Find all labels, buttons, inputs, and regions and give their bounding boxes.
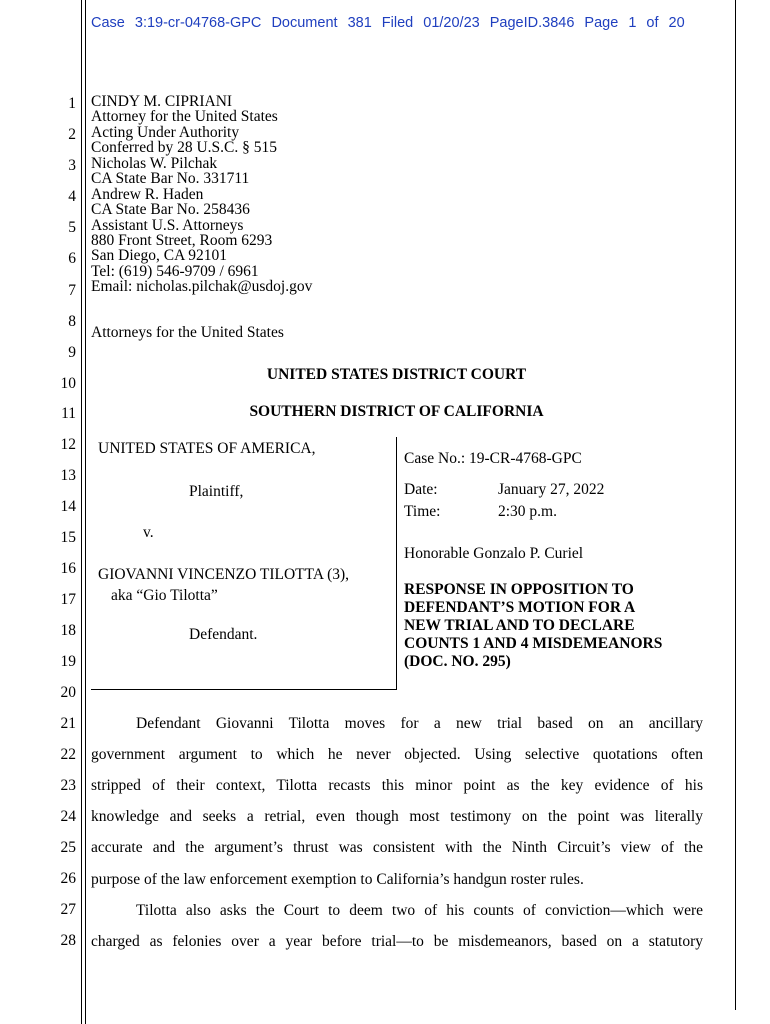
document-title <box>404 581 662 671</box>
line-number: 28 <box>60 932 76 949</box>
header-pageid: PageID.3846 <box>489 15 575 31</box>
line-number: 14 <box>60 498 76 515</box>
hearing-date-label: Date: <box>404 481 438 498</box>
defendant-name: GIOVANNI VINCENZO TILOTTA (3), <box>98 566 350 583</box>
document-title-line: COUNTS 1 AND 4 MISDEMEANORS <box>404 635 663 652</box>
court-district: SOUTHERN DISTRICT OF CALIFORNIA <box>249 403 544 420</box>
line-number: 17 <box>60 591 76 608</box>
attorneys-for-line: Attorneys for the United States <box>91 324 284 341</box>
attorney-line: Nicholas W. Pilchak <box>91 154 218 172</box>
attorney-line: CINDY M. CIPRIANI <box>91 93 233 110</box>
judge-name: Honorable Gonzalo P. Curiel <box>404 545 584 562</box>
header-document-number: Document 381 <box>271 15 372 31</box>
body-line: purpose of the law enforcement exemption to California’s handgun roster rules. <box>91 871 584 888</box>
attorney-line: Assistant U.S. Attorneys <box>91 216 244 234</box>
line-number: 1 <box>68 95 76 112</box>
line-number: 25 <box>60 839 76 856</box>
attorney-line: CA State Bar No. 331711 <box>91 170 250 188</box>
line-number: 27 <box>60 901 76 918</box>
body-line: knowledge and seeks a retrial, even though most testimony on the point was literally <box>91 808 703 825</box>
plaintiff-name: UNITED STATES OF AMERICA, <box>98 440 316 457</box>
hearing-time-value: 2:30 p.m. <box>498 503 557 520</box>
left-margin-rule-inner <box>85 0 86 1024</box>
line-number: 5 <box>68 219 76 236</box>
attorney-line: CA State Bar No. 258436 <box>91 201 250 219</box>
line-number: 13 <box>60 467 76 484</box>
case-number: Case No.: 19-CR-4768-GPC <box>404 450 582 467</box>
hearing-time-label: Time: <box>404 503 441 520</box>
line-number: 26 <box>60 870 76 887</box>
body-line: Tilotta also asks the Court to deem two of his counts of conviction—which were <box>136 902 703 919</box>
line-number: 18 <box>60 622 76 639</box>
attorney-line: San Diego, CA 92101 <box>91 247 228 265</box>
line-number: 19 <box>60 653 76 670</box>
document-title-line: NEW TRIAL AND TO DECLARE <box>404 617 635 634</box>
line-number: 15 <box>60 529 76 546</box>
attorney-line: Acting Under Authority <box>91 123 240 141</box>
line-number: 2 <box>68 126 76 143</box>
line-number: 23 <box>60 777 76 794</box>
body-line: government argument to which he never objected. Using selective quotations often <box>91 746 703 763</box>
caption-divider-vertical <box>396 437 397 690</box>
right-margin-rule <box>735 0 736 1010</box>
document-title-line: DEFENDANT’S MOTION FOR A <box>404 599 636 616</box>
line-number: 16 <box>60 560 76 577</box>
header-case-number: Case 3:19-cr-04768-GPC <box>91 15 262 31</box>
line-number: 12 <box>60 436 76 453</box>
left-margin-rule <box>81 0 82 1024</box>
body-line: charged as felonies over a year before trial—to be misdemeanors, based on a statutory <box>91 933 703 950</box>
attorney-line: Attorney for the United States <box>91 108 278 126</box>
line-number: 24 <box>60 808 76 825</box>
line-number: 3 <box>68 157 76 174</box>
attorney-line: Andrew R. Haden <box>91 185 204 203</box>
header-page-count: Page 1 of 20 <box>584 15 685 31</box>
line-number: 20 <box>60 684 76 701</box>
line-number: 22 <box>60 746 76 763</box>
court-name: UNITED STATES DISTRICT COURT <box>266 366 527 383</box>
attorney-line: Tel: (619) 546-9709 / 6961 <box>91 262 259 280</box>
line-number: 10 <box>60 375 76 392</box>
defendant-role: Defendant. <box>189 626 258 643</box>
hearing-date-value: January 27, 2022 <box>498 481 605 498</box>
line-number: 11 <box>61 405 76 422</box>
caption-divider-horizontal <box>91 689 397 690</box>
line-number: 9 <box>68 344 76 361</box>
line-number: 7 <box>68 282 76 299</box>
body-line: Defendant Giovanni Tilotta moves for a new trial based on an ancillary <box>136 715 703 732</box>
plaintiff-role: Plaintiff, <box>189 483 244 500</box>
body-line: accurate and the argument’s thrust was consistent with the Ninth Circuit’s view of the <box>91 839 703 856</box>
attorney-block <box>91 94 312 295</box>
line-number: 21 <box>60 715 76 732</box>
filing-header-stamp <box>91 15 685 31</box>
defendant-aka: aka “Gio Tilotta” <box>111 587 218 604</box>
document-title-line: RESPONSE IN OPPOSITION TO <box>404 581 634 598</box>
body-line: stripped of their context, Tilotta recasts this minor point as the key evidence of his <box>91 777 703 794</box>
attorney-line: Conferred by 28 U.S.C. § 515 <box>91 139 277 157</box>
header-filed-date: Filed 01/20/23 <box>381 15 480 31</box>
document-title-line: (DOC. NO. 295) <box>404 653 511 670</box>
line-number: 6 <box>68 250 76 267</box>
versus-label: v. <box>143 524 154 541</box>
attorney-email: Email: nicholas.pilchak@usdoj.gov <box>91 278 313 296</box>
line-number: 8 <box>68 313 76 330</box>
attorney-line: 880 Front Street, Room 6293 <box>91 231 273 249</box>
line-number: 4 <box>68 188 76 205</box>
